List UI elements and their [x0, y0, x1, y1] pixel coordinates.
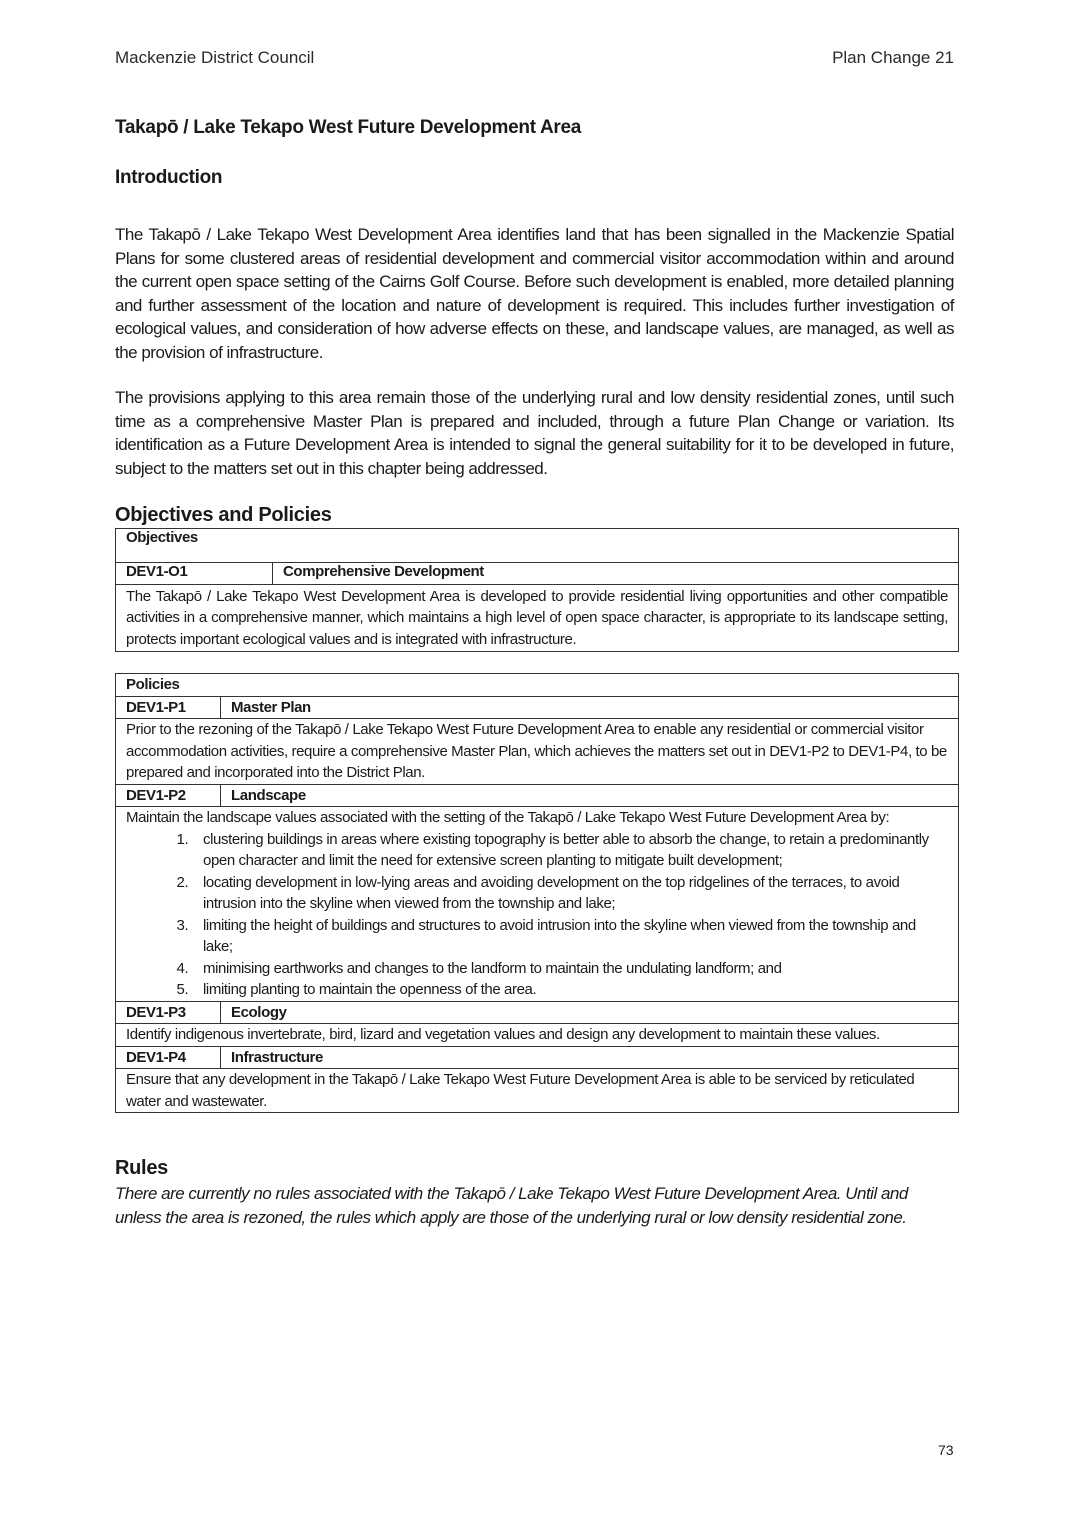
policy-text: Ensure that any development in the Takapō / Lake Tekapo West Future Development Area is able to be serviced by reticulated water and wastewater. — [116, 1069, 959, 1113]
list-item: 5. limiting planting to maintain the openness of the area. — [192, 979, 948, 1001]
policy-title-row — [116, 784, 959, 807]
policy-text: Maintain the landscape values associated with the setting of the Takapō / Lake Tekapo West Future Development Area by: — [126, 809, 890, 826]
introduction-heading: Introduction — [115, 167, 223, 188]
objective-title-row — [116, 563, 959, 585]
page-number: 73 — [938, 1442, 954, 1458]
objective-text: The Takapō / Lake Tekapo West Development Area is developed to provide residential living opportunities and other compatible activities in a comprehensive manner, which maintains a high level of open space character, is appropriate to its landscape setting, protects important ecological values and is integrated with infrastructure. — [116, 585, 959, 652]
objectives-table — [115, 528, 959, 652]
list-item: 2. locating development in low-lying areas and avoiding development on the top ridgelines of the terraces, to avoid intrusion into the skyline when viewed from the township and lake; — [192, 872, 948, 915]
introduction-paragraph-1: The Takapō / Lake Tekapo West Development Area identifies land that has been signalled in the Mackenzie Spatial Plans for some clustered areas of residential development and commercial visitor accommodation within and around the current open space setting of the Cairns Golf Course. Before such development is enabled, more detailed planning and further assessment of the location and nature of development is required. This includes further investigation of ecological values, and consideration of how adverse effects on these, and landscape values, are managed, as well as the provision of infrastructure. — [115, 225, 954, 362]
objective-text-row — [116, 585, 959, 652]
policy-name: Landscape — [221, 784, 959, 807]
policy-text-row — [116, 807, 959, 1002]
list-item: 3. limiting the height of buildings and structures to avoid intrusion into the skyline when viewed from the township and lake; — [192, 915, 948, 958]
objective-code: DEV1-O1 — [116, 563, 273, 585]
policy-name: Master Plan — [221, 696, 959, 719]
list-item: 4. minimising earthworks and changes to the landform to maintain the undulating landform; and — [192, 958, 948, 980]
rules-text: There are currently no rules associated with the Takapō / Lake Tekapo West Future Development Area. Until and unless the area is rezoned, the rules which apply are those of the underlying rural or low density residential zone. — [115, 1184, 908, 1227]
policy-code: DEV1-P2 — [116, 784, 221, 807]
policy-code: DEV1-P3 — [116, 1001, 221, 1024]
list-item: 1. clustering buildings in areas where existing topography is better able to absorb the change, to retain a predominantly open character and limit the need for extensive screen planting to mitigate built development; — [192, 829, 948, 872]
objectives-label: Objectives — [116, 529, 959, 563]
policy-name: Infrastructure — [221, 1046, 959, 1069]
policy-text: Identify indigenous invertebrate, bird, lizard and vegetation values and design any development to maintain these values. — [116, 1024, 959, 1047]
policies-table — [115, 673, 959, 1113]
policy-text-row — [116, 719, 959, 785]
policies-label: Policies — [116, 674, 959, 697]
header-organisation: Mackenzie District Council — [115, 48, 315, 67]
page-header — [115, 48, 954, 68]
policy-text-row — [116, 1069, 959, 1113]
policy-name: Ecology — [221, 1001, 959, 1024]
document-title: Takapō / Lake Tekapo West Future Development Area — [115, 117, 582, 138]
introduction-paragraph-2: The provisions applying to this area remain those of the underlying rural and low density residential zones, until such time as a comprehensive Master Plan is prepared and included, through a future Plan Change or variation. Its identification as a Future Development Area is intended to signal the general suitability for it to be developed in future, subject to the matters set out in this chapter being addressed. — [115, 388, 954, 478]
policy-code: DEV1-P1 — [116, 696, 221, 719]
objectives-header-row — [116, 529, 959, 563]
policies-header-row — [116, 674, 959, 697]
policy-text: Prior to the rezoning of the Takapō / Lake Tekapo West Future Development Area to enable any residential or commercial visitor accommodation activities, require a comprehensive Master Plan, which achieves the matters set out in DEV1-P2 to DEV1-P4, to be prepared and incorporated into the District Plan. — [116, 719, 959, 785]
objectives-policies-heading: Objectives and Policies — [115, 504, 332, 526]
header-document: Plan Change 21 — [832, 48, 954, 67]
policy-text-with-list — [116, 807, 959, 1002]
policy-code: DEV1-P4 — [116, 1046, 221, 1069]
landscape-measures-list — [126, 829, 948, 1001]
policy-text-row — [116, 1024, 959, 1047]
objective-name: Comprehensive Development — [273, 563, 959, 585]
rules-heading: Rules — [115, 1157, 168, 1179]
policy-title-row — [116, 1046, 959, 1069]
policy-title-row — [116, 696, 959, 719]
policy-title-row — [116, 1001, 959, 1024]
